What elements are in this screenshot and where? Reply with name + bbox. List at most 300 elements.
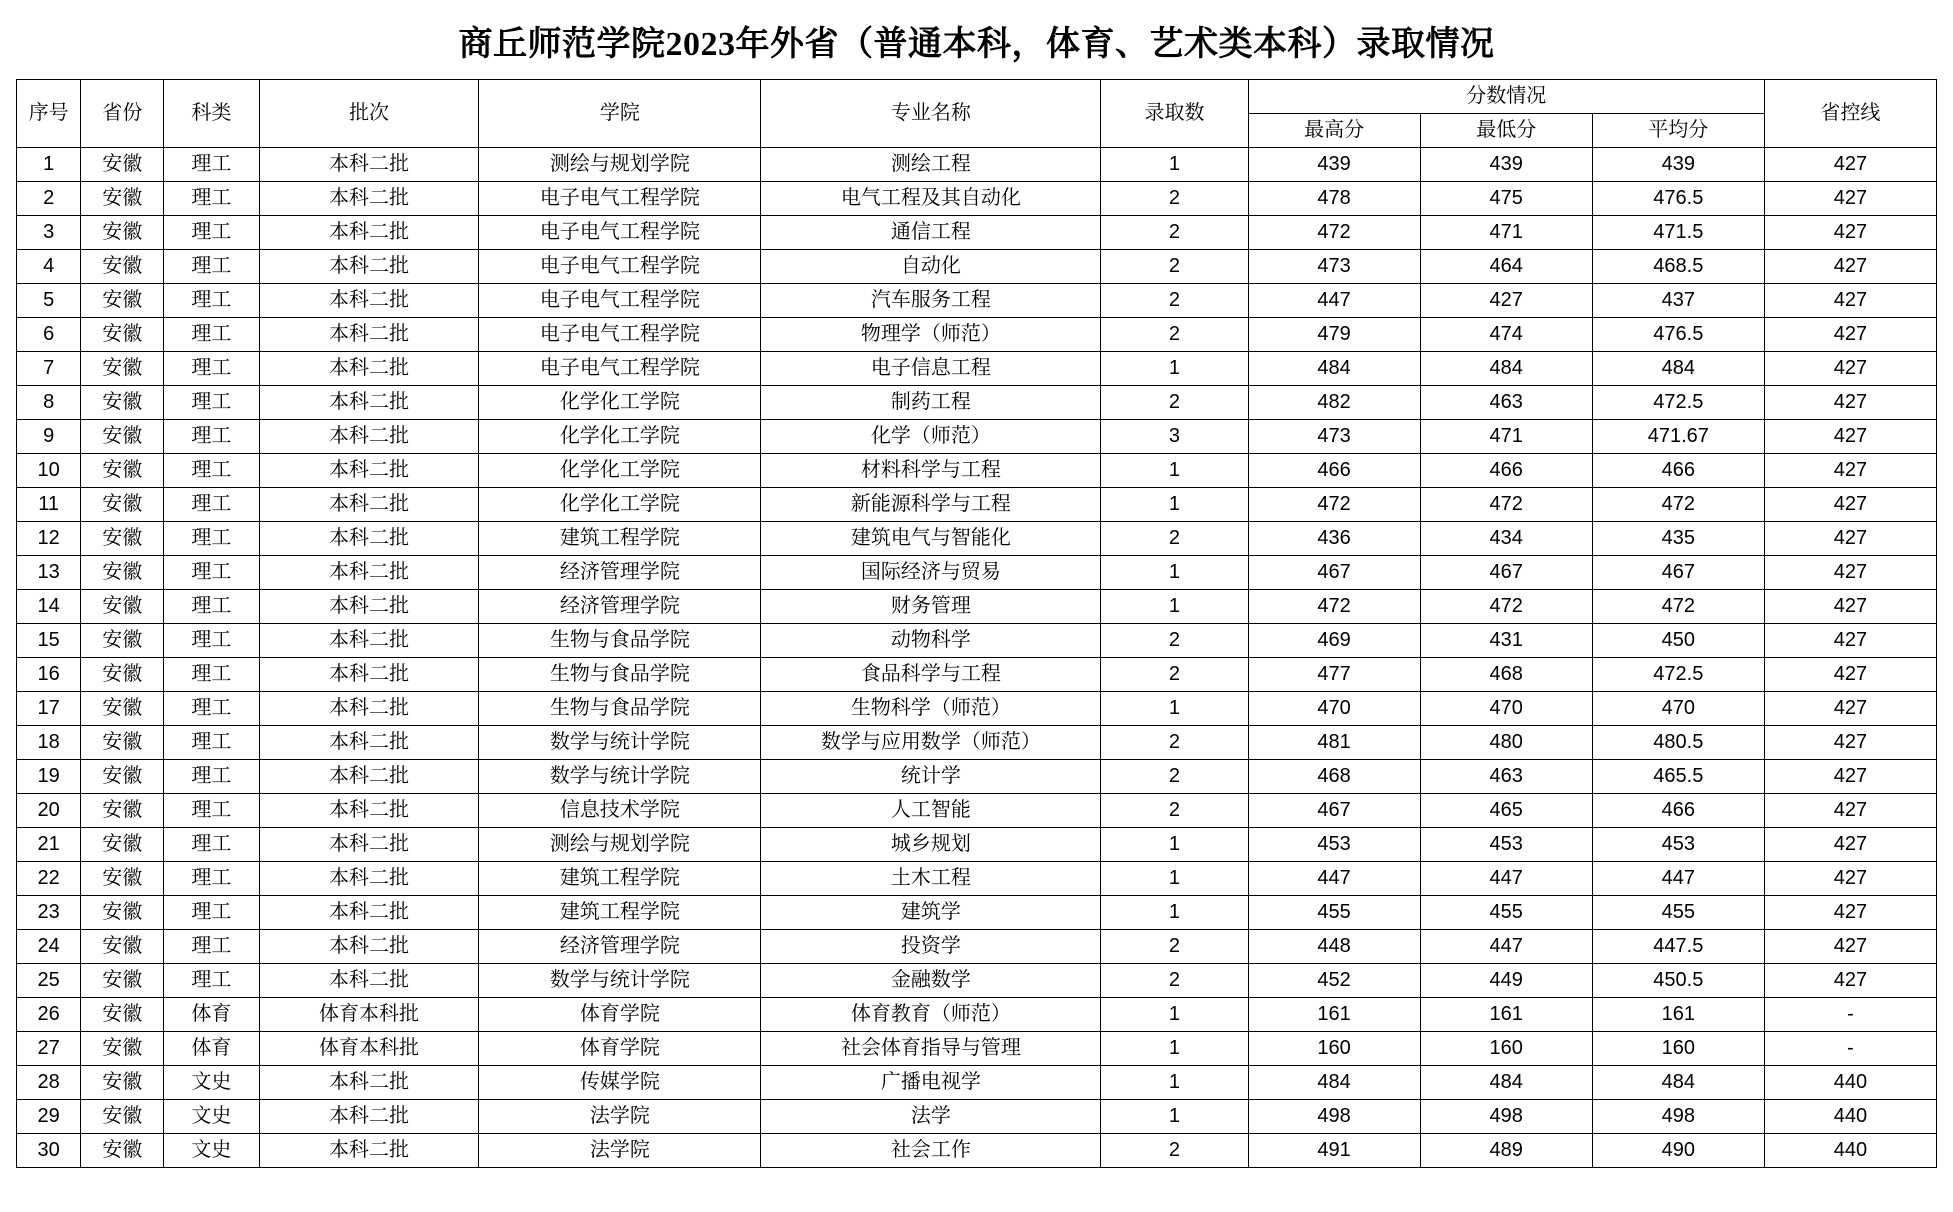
cell-category: 理工 — [164, 930, 259, 964]
admission-results-table — [16, 79, 1937, 1168]
table-row — [17, 522, 1937, 556]
cell-college: 电子电气工程学院 — [479, 250, 761, 284]
cell-province: 安徽 — [81, 522, 164, 556]
cell-category: 理工 — [164, 216, 259, 250]
table-row — [17, 318, 1937, 352]
cell-batch: 体育本科批 — [259, 998, 479, 1032]
cell-major: 金融数学 — [761, 964, 1101, 998]
cell-college: 测绘与规划学院 — [479, 148, 761, 182]
cell-college: 生物与食品学院 — [479, 692, 761, 726]
cell-batch: 本科二批 — [259, 182, 479, 216]
cell-batch: 本科二批 — [259, 930, 479, 964]
cell-category: 体育 — [164, 998, 259, 1032]
cell-college: 法学院 — [479, 1134, 761, 1168]
table-row — [17, 658, 1937, 692]
cell-major: 广播电视学 — [761, 1066, 1101, 1100]
cell-provincial-line: 427 — [1764, 556, 1936, 590]
cell-provincial-line: 427 — [1764, 624, 1936, 658]
table-row — [17, 182, 1937, 216]
cell-count: 2 — [1101, 726, 1248, 760]
table-row — [17, 624, 1937, 658]
cell-major: 社会体育指导与管理 — [761, 1032, 1101, 1066]
cell-avg-score: 498 — [1592, 1100, 1764, 1134]
cell-count: 2 — [1101, 250, 1248, 284]
cell-min-score: 447 — [1420, 930, 1592, 964]
cell-batch: 本科二批 — [259, 250, 479, 284]
table-row — [17, 1100, 1937, 1134]
table-row — [17, 556, 1937, 590]
cell-min-score: 489 — [1420, 1134, 1592, 1168]
cell-major: 投资学 — [761, 930, 1101, 964]
cell-max-score: 482 — [1248, 386, 1420, 420]
cell-min-score: 465 — [1420, 794, 1592, 828]
cell-max-score: 484 — [1248, 352, 1420, 386]
cell-index: 9 — [17, 420, 81, 454]
cell-batch: 本科二批 — [259, 726, 479, 760]
cell-batch: 本科二批 — [259, 488, 479, 522]
cell-batch: 本科二批 — [259, 862, 479, 896]
cell-batch: 本科二批 — [259, 556, 479, 590]
table-row — [17, 964, 1937, 998]
cell-batch: 本科二批 — [259, 420, 479, 454]
cell-province: 安徽 — [81, 488, 164, 522]
cell-category: 理工 — [164, 828, 259, 862]
cell-min-score: 431 — [1420, 624, 1592, 658]
cell-major: 动物科学 — [761, 624, 1101, 658]
cell-major: 制药工程 — [761, 386, 1101, 420]
cell-province: 安徽 — [81, 216, 164, 250]
cell-major: 材料科学与工程 — [761, 454, 1101, 488]
cell-category: 理工 — [164, 658, 259, 692]
cell-avg-score: 476.5 — [1592, 318, 1764, 352]
cell-college: 经济管理学院 — [479, 590, 761, 624]
cell-count: 1 — [1101, 692, 1248, 726]
cell-batch: 本科二批 — [259, 1134, 479, 1168]
cell-count: 2 — [1101, 318, 1248, 352]
cell-max-score: 491 — [1248, 1134, 1420, 1168]
cell-province: 安徽 — [81, 1066, 164, 1100]
cell-batch: 本科二批 — [259, 216, 479, 250]
cell-major: 化学（师范） — [761, 420, 1101, 454]
cell-provincial-line: 440 — [1764, 1066, 1936, 1100]
cell-index: 20 — [17, 794, 81, 828]
cell-provincial-line: 427 — [1764, 216, 1936, 250]
cell-index: 16 — [17, 658, 81, 692]
cell-min-score: 468 — [1420, 658, 1592, 692]
cell-batch: 本科二批 — [259, 692, 479, 726]
cell-province: 安徽 — [81, 828, 164, 862]
cell-count: 1 — [1101, 896, 1248, 930]
cell-max-score: 498 — [1248, 1100, 1420, 1134]
cell-avg-score: 465.5 — [1592, 760, 1764, 794]
cell-province: 安徽 — [81, 930, 164, 964]
cell-index: 28 — [17, 1066, 81, 1100]
cell-avg-score: 453 — [1592, 828, 1764, 862]
cell-min-score: 484 — [1420, 352, 1592, 386]
cell-min-score: 472 — [1420, 488, 1592, 522]
cell-min-score: 470 — [1420, 692, 1592, 726]
cell-major: 人工智能 — [761, 794, 1101, 828]
cell-major: 建筑电气与智能化 — [761, 522, 1101, 556]
cell-category: 理工 — [164, 352, 259, 386]
cell-category: 理工 — [164, 556, 259, 590]
cell-provincial-line: - — [1764, 998, 1936, 1032]
cell-avg-score: 471.67 — [1592, 420, 1764, 454]
cell-college: 测绘与规划学院 — [479, 828, 761, 862]
cell-province: 安徽 — [81, 318, 164, 352]
cell-index: 22 — [17, 862, 81, 896]
cell-province: 安徽 — [81, 454, 164, 488]
cell-count: 2 — [1101, 794, 1248, 828]
table-row — [17, 896, 1937, 930]
cell-major: 社会工作 — [761, 1134, 1101, 1168]
cell-avg-score: 450.5 — [1592, 964, 1764, 998]
cell-major: 数学与应用数学（师范） — [761, 726, 1101, 760]
cell-provincial-line: 427 — [1764, 488, 1936, 522]
cell-avg-score: 471.5 — [1592, 216, 1764, 250]
cell-min-score: 463 — [1420, 386, 1592, 420]
cell-category: 理工 — [164, 284, 259, 318]
cell-batch: 本科二批 — [259, 522, 479, 556]
cell-count: 3 — [1101, 420, 1248, 454]
cell-max-score: 473 — [1248, 420, 1420, 454]
cell-major: 生物科学（师范） — [761, 692, 1101, 726]
cell-college: 生物与食品学院 — [479, 658, 761, 692]
cell-college: 建筑工程学院 — [479, 896, 761, 930]
cell-college: 化学化工学院 — [479, 420, 761, 454]
cell-min-score: 449 — [1420, 964, 1592, 998]
cell-batch: 本科二批 — [259, 760, 479, 794]
cell-min-score: 439 — [1420, 148, 1592, 182]
cell-college: 生物与食品学院 — [479, 624, 761, 658]
cell-category: 理工 — [164, 522, 259, 556]
cell-min-score: 475 — [1420, 182, 1592, 216]
cell-avg-score: 466 — [1592, 794, 1764, 828]
column-header-major: 专业名称 — [761, 80, 1101, 148]
cell-major: 土木工程 — [761, 862, 1101, 896]
cell-avg-score: 447 — [1592, 862, 1764, 896]
cell-batch: 本科二批 — [259, 454, 479, 488]
cell-avg-score: 472 — [1592, 590, 1764, 624]
cell-major: 物理学（师范） — [761, 318, 1101, 352]
cell-category: 理工 — [164, 760, 259, 794]
cell-major: 城乡规划 — [761, 828, 1101, 862]
cell-avg-score: 470 — [1592, 692, 1764, 726]
cell-min-score: 453 — [1420, 828, 1592, 862]
table-row — [17, 794, 1937, 828]
cell-province: 安徽 — [81, 862, 164, 896]
cell-max-score: 453 — [1248, 828, 1420, 862]
page-title: 商丘师范学院2023年外省（普通本科，体育、艺术类本科）录取情况 — [458, 26, 1495, 63]
cell-provincial-line: 440 — [1764, 1134, 1936, 1168]
cell-max-score: 467 — [1248, 556, 1420, 590]
cell-min-score: 484 — [1420, 1066, 1592, 1100]
cell-index: 27 — [17, 1032, 81, 1066]
table-row — [17, 250, 1937, 284]
cell-college: 信息技术学院 — [479, 794, 761, 828]
cell-major: 测绘工程 — [761, 148, 1101, 182]
table-row — [17, 386, 1937, 420]
cell-category: 理工 — [164, 148, 259, 182]
cell-avg-score: 490 — [1592, 1134, 1764, 1168]
cell-major: 统计学 — [761, 760, 1101, 794]
cell-avg-score: 472 — [1592, 488, 1764, 522]
cell-index: 15 — [17, 624, 81, 658]
cell-college: 电子电气工程学院 — [479, 352, 761, 386]
cell-index: 1 — [17, 148, 81, 182]
cell-index: 12 — [17, 522, 81, 556]
cell-major: 建筑学 — [761, 896, 1101, 930]
cell-avg-score: 468.5 — [1592, 250, 1764, 284]
table-row — [17, 1032, 1937, 1066]
cell-count: 1 — [1101, 488, 1248, 522]
cell-max-score: 478 — [1248, 182, 1420, 216]
cell-max-score: 439 — [1248, 148, 1420, 182]
cell-college: 体育学院 — [479, 998, 761, 1032]
cell-index: 24 — [17, 930, 81, 964]
cell-count: 1 — [1101, 862, 1248, 896]
cell-avg-score: 450 — [1592, 624, 1764, 658]
cell-province: 安徽 — [81, 658, 164, 692]
cell-provincial-line: 427 — [1764, 182, 1936, 216]
cell-batch: 本科二批 — [259, 386, 479, 420]
cell-min-score: 463 — [1420, 760, 1592, 794]
table-row — [17, 862, 1937, 896]
cell-province: 安徽 — [81, 182, 164, 216]
column-header-college: 学院 — [479, 80, 761, 148]
cell-min-score: 161 — [1420, 998, 1592, 1032]
cell-province: 安徽 — [81, 148, 164, 182]
cell-batch: 本科二批 — [259, 318, 479, 352]
cell-college: 电子电气工程学院 — [479, 216, 761, 250]
cell-avg-score: 439 — [1592, 148, 1764, 182]
cell-category: 理工 — [164, 590, 259, 624]
cell-college: 数学与统计学院 — [479, 760, 761, 794]
cell-college: 建筑工程学院 — [479, 862, 761, 896]
cell-major: 食品科学与工程 — [761, 658, 1101, 692]
cell-batch: 本科二批 — [259, 1066, 479, 1100]
column-header-batch: 批次 — [259, 80, 479, 148]
cell-max-score: 447 — [1248, 862, 1420, 896]
cell-count: 2 — [1101, 182, 1248, 216]
cell-max-score: 161 — [1248, 998, 1420, 1032]
cell-min-score: 474 — [1420, 318, 1592, 352]
cell-province: 安徽 — [81, 250, 164, 284]
cell-index: 29 — [17, 1100, 81, 1134]
cell-count: 2 — [1101, 964, 1248, 998]
cell-province: 安徽 — [81, 1032, 164, 1066]
cell-max-score: 469 — [1248, 624, 1420, 658]
cell-category: 理工 — [164, 896, 259, 930]
cell-college: 建筑工程学院 — [479, 522, 761, 556]
cell-index: 6 — [17, 318, 81, 352]
cell-provincial-line: 427 — [1764, 828, 1936, 862]
cell-batch: 本科二批 — [259, 794, 479, 828]
column-header-min-score: 最低分 — [1420, 114, 1592, 148]
cell-college: 化学化工学院 — [479, 386, 761, 420]
cell-min-score: 447 — [1420, 862, 1592, 896]
cell-provincial-line: 427 — [1764, 896, 1936, 930]
cell-category: 文史 — [164, 1134, 259, 1168]
cell-count: 2 — [1101, 624, 1248, 658]
table-row — [17, 148, 1937, 182]
cell-count: 1 — [1101, 1100, 1248, 1134]
cell-min-score: 498 — [1420, 1100, 1592, 1134]
cell-min-score: 464 — [1420, 250, 1592, 284]
cell-provincial-line: 427 — [1764, 352, 1936, 386]
cell-min-score: 455 — [1420, 896, 1592, 930]
cell-batch: 本科二批 — [259, 1100, 479, 1134]
cell-avg-score: 455 — [1592, 896, 1764, 930]
cell-province: 安徽 — [81, 284, 164, 318]
table-row — [17, 216, 1937, 250]
cell-province: 安徽 — [81, 998, 164, 1032]
cell-category: 文史 — [164, 1100, 259, 1134]
cell-count: 1 — [1101, 454, 1248, 488]
cell-batch: 本科二批 — [259, 658, 479, 692]
cell-min-score: 471 — [1420, 420, 1592, 454]
cell-provincial-line: 427 — [1764, 318, 1936, 352]
cell-avg-score: 472.5 — [1592, 658, 1764, 692]
cell-index: 7 — [17, 352, 81, 386]
cell-college: 电子电气工程学院 — [479, 182, 761, 216]
cell-index: 18 — [17, 726, 81, 760]
cell-college: 传媒学院 — [479, 1066, 761, 1100]
cell-avg-score: 466 — [1592, 454, 1764, 488]
cell-index: 25 — [17, 964, 81, 998]
cell-max-score: 479 — [1248, 318, 1420, 352]
cell-batch: 本科二批 — [259, 352, 479, 386]
cell-max-score: 472 — [1248, 590, 1420, 624]
cell-index: 4 — [17, 250, 81, 284]
cell-college: 电子电气工程学院 — [479, 284, 761, 318]
cell-min-score: 427 — [1420, 284, 1592, 318]
cell-index: 8 — [17, 386, 81, 420]
cell-min-score: 434 — [1420, 522, 1592, 556]
cell-major: 财务管理 — [761, 590, 1101, 624]
cell-index: 21 — [17, 828, 81, 862]
cell-min-score: 472 — [1420, 590, 1592, 624]
cell-province: 安徽 — [81, 386, 164, 420]
cell-min-score: 466 — [1420, 454, 1592, 488]
table-row — [17, 454, 1937, 488]
column-header-avg-score: 平均分 — [1592, 114, 1764, 148]
document-page — [0, 16, 1953, 1168]
cell-provincial-line: 427 — [1764, 964, 1936, 998]
cell-provincial-line: 427 — [1764, 148, 1936, 182]
cell-avg-score: 480.5 — [1592, 726, 1764, 760]
cell-category: 理工 — [164, 862, 259, 896]
table-body — [17, 148, 1937, 1168]
table-container — [0, 79, 1953, 1168]
cell-provincial-line: 427 — [1764, 658, 1936, 692]
cell-province: 安徽 — [81, 794, 164, 828]
cell-max-score: 484 — [1248, 1066, 1420, 1100]
cell-min-score: 471 — [1420, 216, 1592, 250]
cell-category: 理工 — [164, 964, 259, 998]
cell-college: 经济管理学院 — [479, 930, 761, 964]
column-header-province: 省份 — [81, 80, 164, 148]
table-row — [17, 1066, 1937, 1100]
cell-college: 化学化工学院 — [479, 488, 761, 522]
cell-category: 理工 — [164, 318, 259, 352]
cell-provincial-line: 427 — [1764, 420, 1936, 454]
cell-provincial-line: 427 — [1764, 930, 1936, 964]
cell-major: 电子信息工程 — [761, 352, 1101, 386]
column-header-max-score: 最高分 — [1248, 114, 1420, 148]
cell-avg-score: 161 — [1592, 998, 1764, 1032]
cell-max-score: 452 — [1248, 964, 1420, 998]
cell-college: 电子电气工程学院 — [479, 318, 761, 352]
cell-max-score: 473 — [1248, 250, 1420, 284]
cell-index: 23 — [17, 896, 81, 930]
cell-batch: 本科二批 — [259, 624, 479, 658]
cell-count: 1 — [1101, 590, 1248, 624]
cell-avg-score: 484 — [1592, 352, 1764, 386]
cell-provincial-line: 427 — [1764, 760, 1936, 794]
cell-major: 法学 — [761, 1100, 1101, 1134]
cell-index: 17 — [17, 692, 81, 726]
cell-count: 2 — [1101, 760, 1248, 794]
cell-provincial-line: 427 — [1764, 692, 1936, 726]
cell-province: 安徽 — [81, 624, 164, 658]
cell-max-score: 455 — [1248, 896, 1420, 930]
cell-batch: 体育本科批 — [259, 1032, 479, 1066]
cell-major: 国际经济与贸易 — [761, 556, 1101, 590]
cell-count: 1 — [1101, 1066, 1248, 1100]
cell-avg-score: 484 — [1592, 1066, 1764, 1100]
cell-index: 19 — [17, 760, 81, 794]
cell-province: 安徽 — [81, 590, 164, 624]
cell-category: 理工 — [164, 182, 259, 216]
cell-provincial-line: 427 — [1764, 726, 1936, 760]
table-row — [17, 1134, 1937, 1168]
cell-max-score: 470 — [1248, 692, 1420, 726]
table-row — [17, 998, 1937, 1032]
cell-category: 理工 — [164, 794, 259, 828]
cell-count: 1 — [1101, 1032, 1248, 1066]
cell-provincial-line: - — [1764, 1032, 1936, 1066]
cell-count: 1 — [1101, 828, 1248, 862]
cell-batch: 本科二批 — [259, 964, 479, 998]
cell-batch: 本科二批 — [259, 284, 479, 318]
cell-batch: 本科二批 — [259, 896, 479, 930]
cell-provincial-line: 427 — [1764, 862, 1936, 896]
cell-category: 理工 — [164, 726, 259, 760]
table-header — [17, 80, 1937, 148]
table-row — [17, 930, 1937, 964]
cell-major: 电气工程及其自动化 — [761, 182, 1101, 216]
cell-count: 1 — [1101, 148, 1248, 182]
cell-avg-score: 476.5 — [1592, 182, 1764, 216]
table-row — [17, 590, 1937, 624]
column-header-provincial-line: 省控线 — [1764, 80, 1936, 148]
cell-college: 体育学院 — [479, 1032, 761, 1066]
cell-max-score: 447 — [1248, 284, 1420, 318]
cell-max-score: 467 — [1248, 794, 1420, 828]
cell-category: 理工 — [164, 386, 259, 420]
cell-avg-score: 467 — [1592, 556, 1764, 590]
cell-max-score: 481 — [1248, 726, 1420, 760]
cell-college: 化学化工学院 — [479, 454, 761, 488]
cell-max-score: 472 — [1248, 216, 1420, 250]
cell-category: 理工 — [164, 488, 259, 522]
cell-batch: 本科二批 — [259, 148, 479, 182]
cell-index: 3 — [17, 216, 81, 250]
cell-province: 安徽 — [81, 760, 164, 794]
cell-province: 安徽 — [81, 420, 164, 454]
cell-provincial-line: 427 — [1764, 794, 1936, 828]
